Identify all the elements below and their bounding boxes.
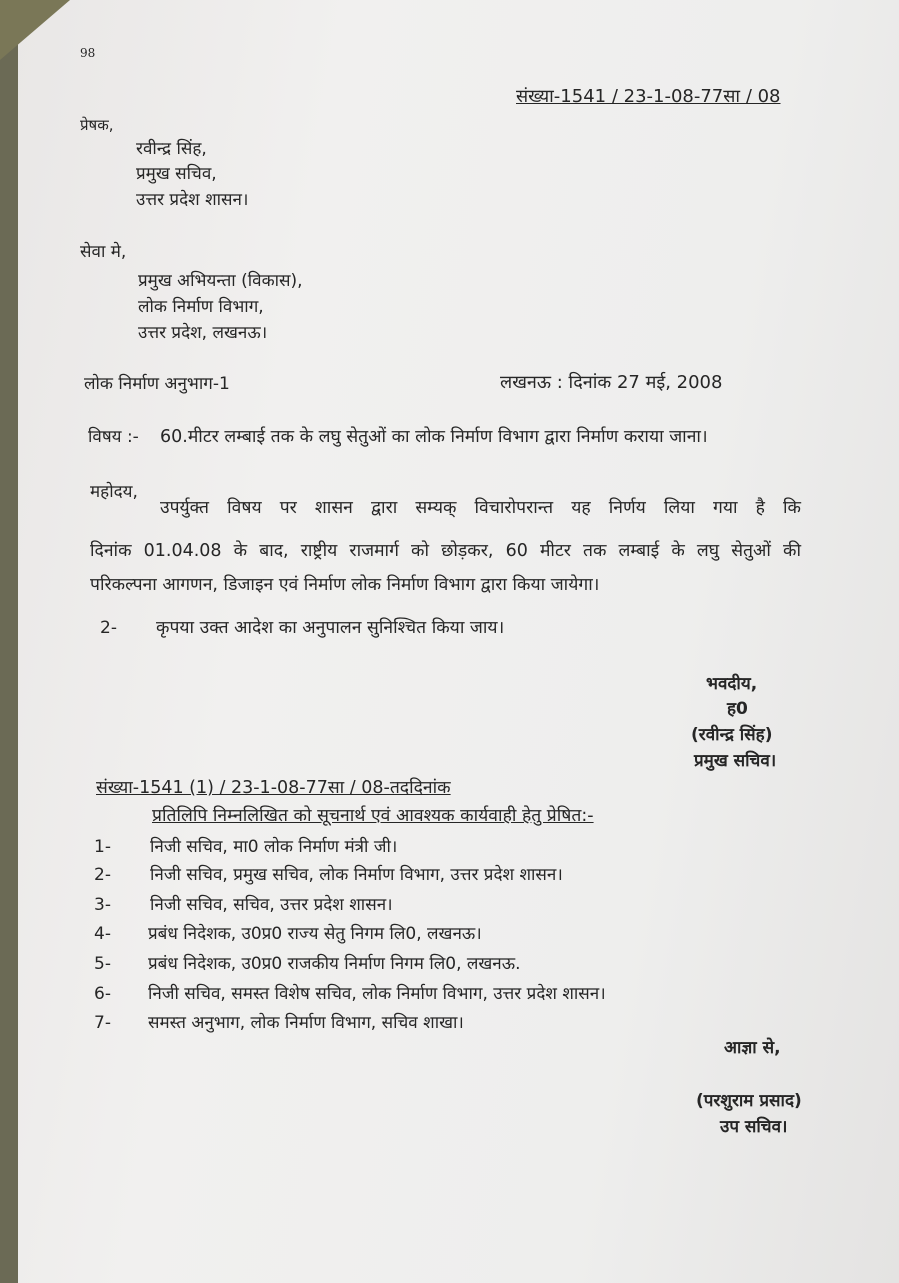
copy-item-number: 7-: [94, 1013, 111, 1033]
copy-item-text: निजी सचिव, प्रमुख सचिव, लोक निर्माण विभाग, उत्तर प्रदेश शासन।: [150, 865, 563, 885]
copy-item-number: 6-: [94, 984, 111, 1004]
order-signatory-name: (परशुराम प्रसाद): [696, 1091, 802, 1111]
copy-item-number: 3-: [94, 895, 111, 915]
copy-item-text: समस्त अनुभाग, लोक निर्माण विभाग, सचिव शाखा।: [148, 1013, 464, 1033]
body-line: परिकल्पना आगणन, डिजाइन एवं निर्माण लोक निर्माण विभाग द्वारा किया जायेगा।: [90, 575, 600, 595]
sender-line: उत्तर प्रदेश शासन।: [136, 190, 249, 210]
order-signatory-designation: उप सचिव।: [720, 1117, 788, 1137]
section-name: लोक निर्माण अनुभाग-1: [84, 374, 230, 394]
body-line: उपर्युक्त विषय पर शासन द्वारा सम्यक् विचारोपरान्त यह निर्णय लिया गया है कि: [160, 498, 801, 518]
signature-signed: ह0: [727, 699, 748, 719]
copy-item-number: 5-: [94, 954, 111, 974]
copy-reference: संख्या-1541 (1) / 23-1-08-77सा / 08-तददिनांक: [96, 778, 451, 798]
para2-number: 2-: [100, 618, 117, 638]
copy-item-text: प्रबंध निदेशक, उ0प्र0 राज्य सेतु निगम लि0, लखनऊ।: [148, 924, 482, 944]
recipient-line: प्रमुख अभियन्ता (विकास),: [138, 271, 303, 291]
subject-text: 60.मीटर लम्बाई तक के लघु सेतुओं का लोक निर्माण विभाग द्वारा निर्माण कराया जाना।: [160, 427, 708, 447]
recipient-line: लोक निर्माण विभाग,: [138, 297, 264, 317]
subject-label: विषय :-: [88, 427, 139, 447]
copy-item-number: 2-: [94, 865, 111, 885]
recipient-label: सेवा मे,: [80, 242, 127, 262]
sender-label: प्रेषक,: [80, 116, 114, 134]
copy-item-text: निजी सचिव, सचिव, उत्तर प्रदेश शासन।: [150, 895, 393, 915]
para2-text: कृपया उक्त आदेश का अनुपालन सुनिश्चित किया जाय।: [156, 618, 505, 638]
page-number: 98: [80, 46, 96, 60]
copy-item-number: 1-: [94, 837, 111, 857]
copy-intro: प्रतिलिपि निम्नलिखित को सूचनार्थ एवं आवश्यक कार्यवाही हेतु प्रेषित:-: [152, 806, 594, 826]
copy-item-text: प्रबंध निदेशक, उ0प्र0 राजकीय निर्माण निगम लि0, लखनऊ.: [148, 954, 521, 974]
background-corner: [0, 0, 70, 60]
signatory-designation: प्रमुख सचिव।: [694, 751, 777, 771]
sender-line: रवीन्द्र सिंह,: [136, 139, 207, 159]
recipient-line: उत्तर प्रदेश, लखनऊ।: [138, 323, 268, 343]
sender-line: प्रमुख सचिव,: [136, 164, 217, 184]
signatory-name: (रवीन्द्र सिंह): [691, 725, 773, 745]
copy-item-number: 4-: [94, 924, 111, 944]
signature-closing: भवदीय,: [706, 674, 758, 694]
copy-item-text: निजी सचिव, समस्त विशेष सचिव, लोक निर्माण विभाग, उत्तर प्रदेश शासन।: [148, 984, 606, 1004]
reference-number: संख्या-1541 / 23-1-08-77सा / 08: [516, 86, 781, 107]
place-date: लखनऊ : दिनांक 27 मई, 2008: [500, 372, 723, 393]
copy-item-text: निजी सचिव, मा0 लोक निर्माण मंत्री जी।: [150, 837, 398, 857]
salutation: महोदय,: [90, 482, 138, 502]
order-closing: आज्ञा से,: [724, 1038, 781, 1058]
body-line: दिनांक 01.04.08 के बाद, राष्ट्रीय राजमार्ग को छोड़कर, 60 मीटर तक लम्बाई के लघु सेतुओं की: [90, 541, 801, 561]
